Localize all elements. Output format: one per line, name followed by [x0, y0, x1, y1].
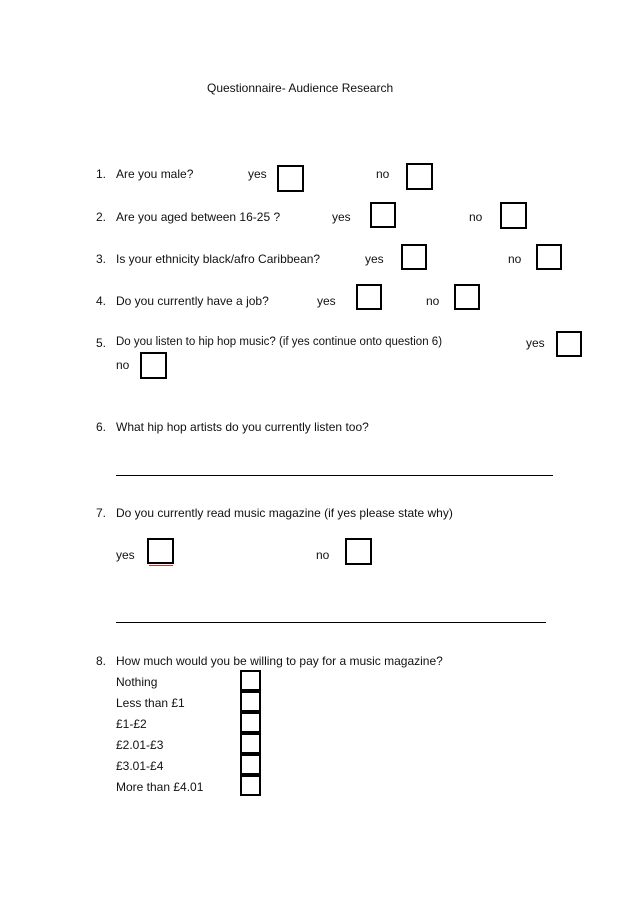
q4-yes-label: yes [317, 294, 336, 308]
q8-option-label: Less than £1 [116, 696, 185, 710]
q5-number: 5. [96, 336, 107, 350]
q1-number: 1. [96, 167, 107, 181]
q7-yes-label: yes [116, 548, 135, 562]
q2-yes-label: yes [332, 210, 351, 224]
q3-no-label: no [508, 252, 522, 266]
q4-text: Do you currently have a job? [116, 294, 269, 308]
q8-text: How much would you be willing to pay for a music magazine? [116, 654, 443, 668]
q2-no-label: no [469, 210, 483, 224]
q6-number: 6. [96, 420, 107, 434]
q2-yes-checkbox[interactable] [370, 202, 396, 228]
q8-option-label: £3.01-£4 [116, 759, 164, 773]
q2-no-checkbox[interactable] [500, 202, 527, 229]
q7-no-label: no [316, 548, 330, 562]
q8-option-checkbox[interactable] [240, 691, 261, 712]
q5-no-checkbox[interactable] [140, 352, 167, 379]
q5-yes-label: yes [526, 336, 545, 350]
q8-option-label: More than £4.01 [116, 780, 204, 794]
q8-option-checkbox[interactable] [240, 712, 261, 733]
q7-yes-underline [149, 565, 173, 566]
q7-no-checkbox[interactable] [345, 538, 372, 565]
q8-number: 8. [96, 654, 107, 668]
q8-option-checkbox[interactable] [240, 775, 261, 796]
q7-number: 7. [96, 506, 107, 520]
q8-option-label: Nothing [116, 675, 158, 689]
q7-text: Do you currently read music magazine (if yes please state why) [116, 506, 453, 520]
q6-text: What hip hop artists do you currently listen too? [116, 420, 369, 434]
q1-text: Are you male? [116, 167, 194, 181]
q2-number: 2. [96, 210, 107, 224]
q7-yes-checkbox[interactable] [147, 538, 174, 564]
q3-yes-checkbox[interactable] [401, 244, 427, 270]
q5-yes-checkbox[interactable] [556, 331, 582, 357]
q8-option-checkbox[interactable] [240, 733, 261, 754]
q2-text: Are you aged between 16-25 ? [116, 210, 281, 224]
q5-text: Do you listen to hip hop music? (if yes continue onto question 6) [116, 336, 443, 348]
q5-no-label: no [116, 358, 130, 372]
q4-yes-checkbox[interactable] [356, 284, 382, 310]
q1-yes-label: yes [248, 167, 267, 181]
q1-no-checkbox[interactable] [406, 163, 433, 190]
q8-option-checkbox[interactable] [240, 670, 261, 691]
q1-yes-checkbox[interactable] [277, 165, 304, 192]
q1-no-label: no [376, 167, 390, 181]
q3-no-checkbox[interactable] [536, 244, 562, 270]
q7-answer-line[interactable] [116, 622, 546, 623]
q8-option-label: £2.01-£3 [116, 738, 164, 752]
q3-text: Is your ethnicity black/afro Caribbean? [116, 252, 321, 266]
q4-no-checkbox[interactable] [454, 284, 480, 310]
q3-yes-label: yes [365, 252, 384, 266]
q6-answer-line[interactable] [116, 475, 553, 476]
q8-option-label: £1-£2 [116, 717, 147, 731]
q4-number: 4. [96, 294, 107, 308]
q4-no-label: no [426, 294, 440, 308]
page-title: Questionnaire- Audience Research [207, 81, 394, 95]
q8-option-checkbox[interactable] [240, 754, 261, 775]
q3-number: 3. [96, 252, 107, 266]
